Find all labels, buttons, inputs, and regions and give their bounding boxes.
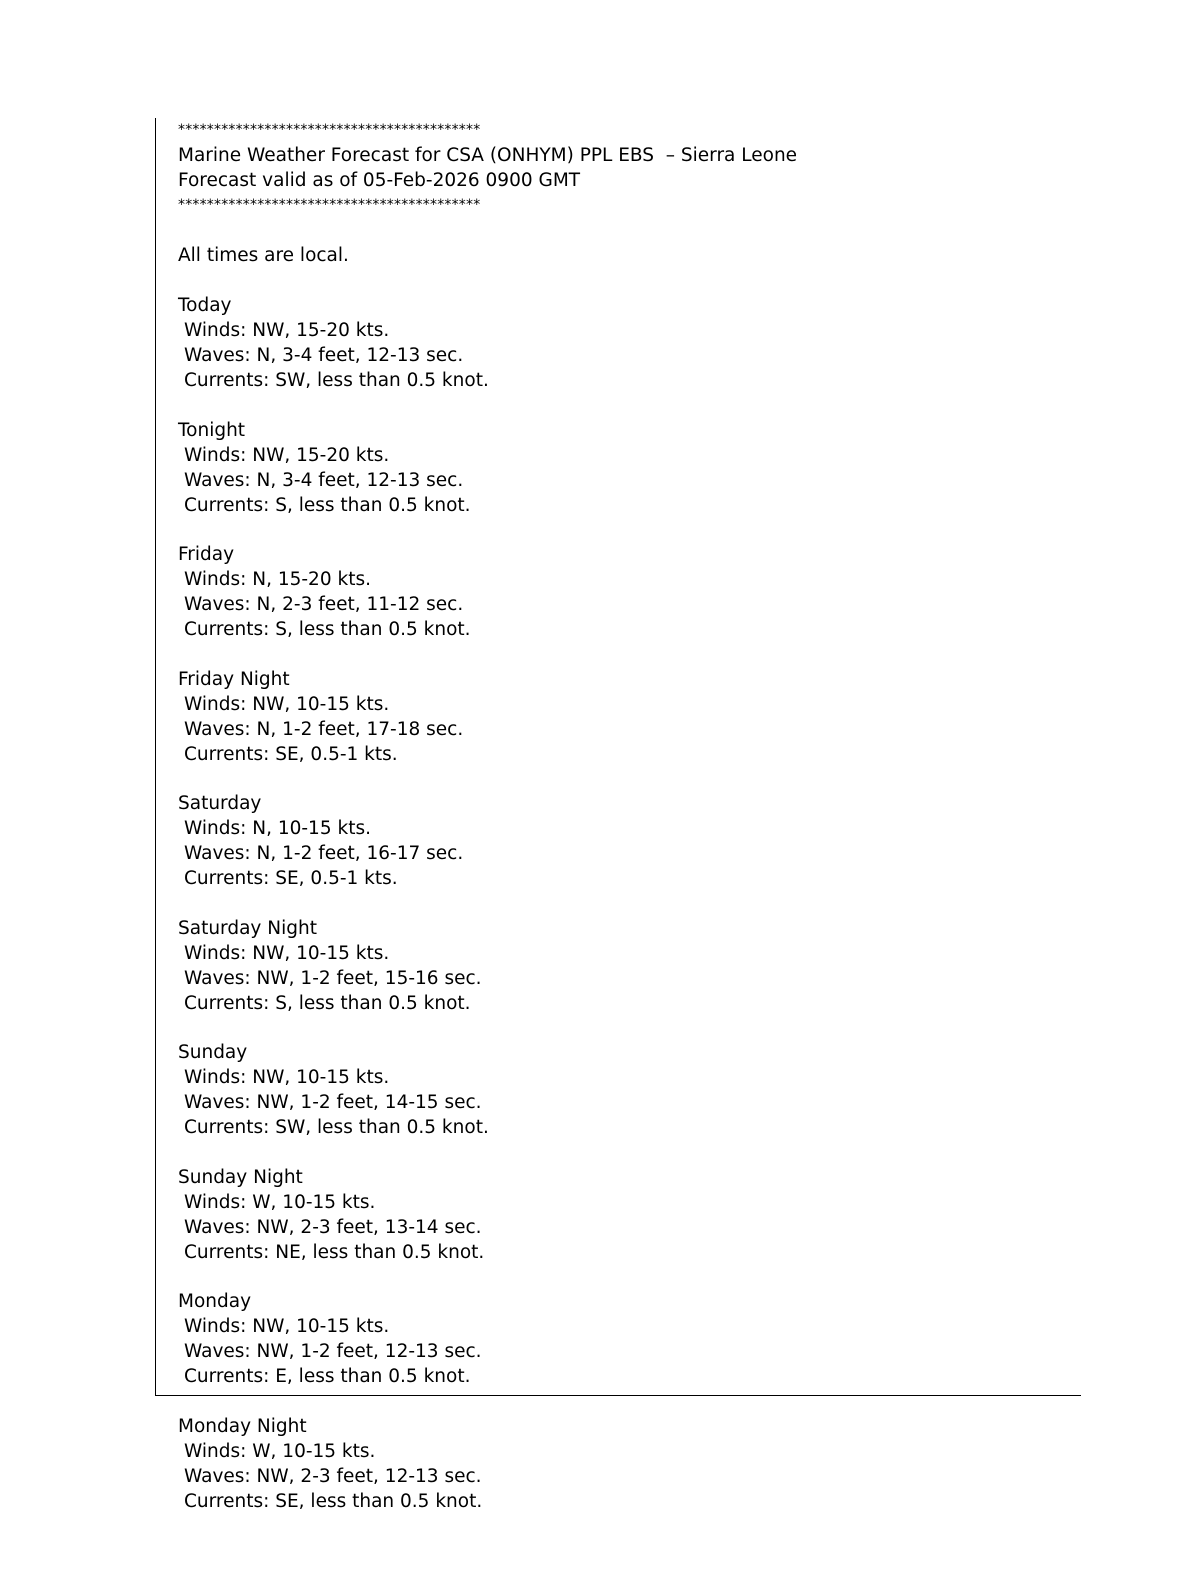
period-winds: Winds: NW, 10-15 kts.	[184, 1067, 390, 1088]
period-winds: Winds: N, 10-15 kts.	[184, 818, 371, 839]
period-currents: Currents: S, less than 0.5 knot.	[184, 495, 471, 516]
period-waves: Waves: N, 3-4 feet, 12-13 sec.	[184, 345, 464, 366]
left-border-line	[155, 118, 156, 1396]
period-winds: Winds: NW, 15-20 kts.	[184, 445, 390, 466]
period-name: Monday	[178, 1291, 252, 1312]
period-waves: Waves: N, 1-2 feet, 16-17 sec.	[184, 843, 464, 864]
period-name: Friday Night	[178, 669, 290, 690]
header-stars-bottom: ******************************************	[178, 197, 481, 213]
forecast-valid-time: Forecast valid as of 05-Feb-2026 0900 GMT	[178, 170, 581, 191]
period-winds: Winds: W, 10-15 kts.	[184, 1441, 376, 1462]
period-waves: Waves: NW, 2-3 feet, 12-13 sec.	[184, 1466, 482, 1487]
period-winds: Winds: NW, 10-15 kts.	[184, 694, 390, 715]
period-name: Saturday	[178, 793, 262, 814]
period-currents: Currents: SW, less than 0.5 knot.	[184, 370, 489, 391]
header-stars-top: ******************************************	[178, 122, 481, 138]
period-name: Saturday Night	[178, 918, 317, 939]
period-winds: Winds: W, 10-15 kts.	[184, 1192, 376, 1213]
period-waves: Waves: NW, 1-2 feet, 12-13 sec.	[184, 1341, 482, 1362]
period-currents: Currents: NE, less than 0.5 knot.	[184, 1242, 485, 1263]
period-waves: Waves: NW, 1-2 feet, 14-15 sec.	[184, 1092, 482, 1113]
time-note: All times are local.	[178, 245, 349, 266]
period-winds: Winds: NW, 10-15 kts.	[184, 1316, 390, 1337]
period-winds: Winds: NW, 10-15 kts.	[184, 943, 390, 964]
period-winds: Winds: NW, 15-20 kts.	[184, 320, 390, 341]
period-waves: Waves: NW, 2-3 feet, 13-14 sec.	[184, 1217, 482, 1238]
period-currents: Currents: S, less than 0.5 knot.	[184, 993, 471, 1014]
period-currents: Currents: S, less than 0.5 knot.	[184, 619, 471, 640]
period-waves: Waves: NW, 1-2 feet, 15-16 sec.	[184, 968, 482, 989]
period-currents: Currents: SE, 0.5-1 kts.	[184, 744, 398, 765]
period-waves: Waves: N, 3-4 feet, 12-13 sec.	[184, 470, 464, 491]
period-currents: Currents: SW, less than 0.5 knot.	[184, 1117, 489, 1138]
period-name: Sunday	[178, 1042, 248, 1063]
period-name: Friday	[178, 544, 235, 565]
period-winds: Winds: N, 15-20 kts.	[184, 569, 371, 590]
forecast-title: Marine Weather Forecast for CSA (ONHYM) PPL EBS – Sierra Leone	[178, 145, 798, 166]
period-name: Monday Night	[178, 1416, 307, 1437]
period-currents: Currents: SE, less than 0.5 knot.	[184, 1491, 483, 1512]
period-name: Tonight	[178, 420, 246, 441]
section-divider-line	[155, 1395, 1081, 1396]
period-currents: Currents: E, less than 0.5 knot.	[184, 1366, 471, 1387]
period-waves: Waves: N, 2-3 feet, 11-12 sec.	[184, 594, 464, 615]
period-currents: Currents: SE, 0.5-1 kts.	[184, 868, 398, 889]
period-name: Today	[178, 295, 232, 316]
period-waves: Waves: N, 1-2 feet, 17-18 sec.	[184, 719, 464, 740]
period-name: Sunday Night	[178, 1167, 303, 1188]
